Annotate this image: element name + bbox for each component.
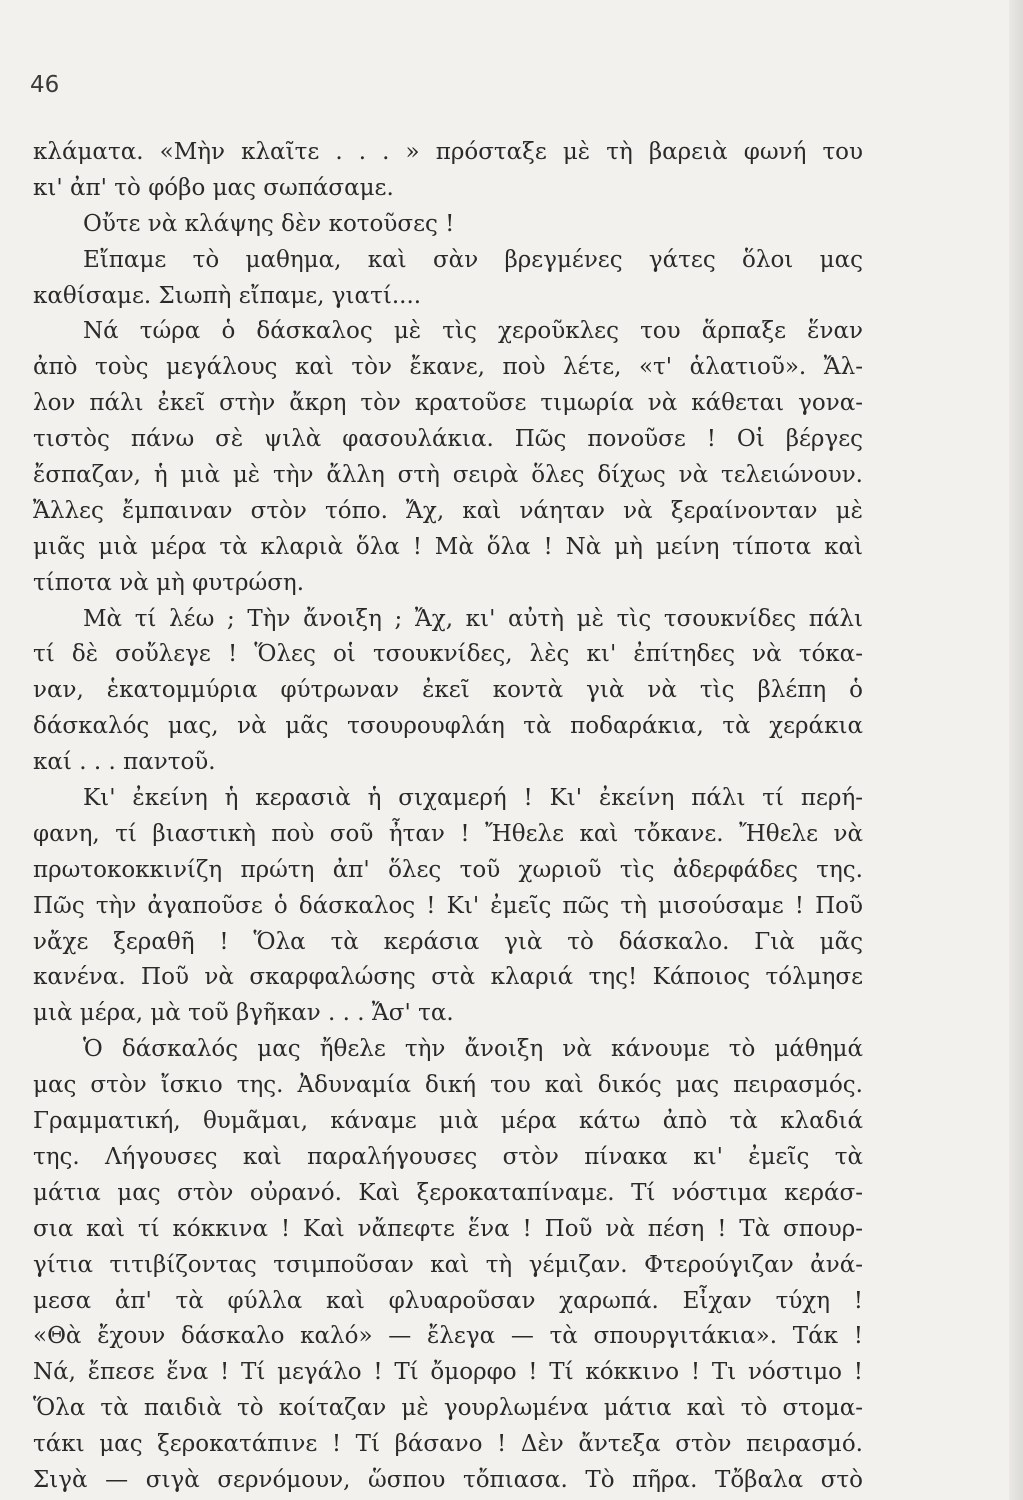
text-line: ναν, ἑκατομμύρια φύτρωναν ἐκεῖ κοντὰ γιὰ νὰ τὶς βλέπη ὁ	[33, 677, 863, 704]
text-line: Γραμματική, θυμᾶμαι, κάναμε μιὰ μέρα κάτω ἀπὸ τὰ κλαδιά	[33, 1108, 863, 1135]
text-line: κι' ἀπ' τὸ φόβο μας σωπάσαμε.	[33, 174, 394, 201]
text-line: μάτια μας στὸν οὐρανό. Καὶ ξεροκαταπίναμε. Τί νόστιμα κεράσ-	[33, 1179, 863, 1206]
text-line: Εἴπαμε τὸ μαθημα, καὶ σὰν βρεγμένες γάτες ὅλοι μας	[83, 246, 863, 273]
text-line: ἀπὸ τοὺς μεγάλους καὶ τὸν ἔκανε, ποὺ λέτε, «τ' ἁλατιοῦ». Ἄλ-	[33, 354, 863, 381]
text-line: Κι' ἐκείνη ἡ κερασιὰ ἡ σιχαμερή ! Κι' ἐκείνη πάλι τί περή-	[83, 785, 863, 812]
text-line: μεσα ἀπ' τὰ φύλλα καὶ φλυαροῦσαν χαρωπά. Εἶχαν τύχη !	[33, 1287, 863, 1314]
text-line: Σιγὰ — σιγὰ σερνόμουν, ὥσπου τὄπιασα. Τὸ πῆρα. Τὄβαλα στὸ	[33, 1466, 863, 1493]
text-line: σια καὶ τί κόκκινα ! Καὶ νἄπεφτε ἕνα ! Ποῦ νὰ πέση ! Τὰ σπουρ-	[33, 1215, 863, 1242]
text-line: Νά τώρα ὁ δάσκαλος μὲ τὶς χεροῦκλες του ἅρπαξε ἕναν	[83, 318, 863, 345]
text-line: Μὰ τί λέω ; Τὴν ἄνοιξη ; Ἄχ, κι' αὐτὴ μὲ τὶς τσουκνίδες πάλι	[83, 605, 863, 632]
text-line: Νά, ἔπεσε ἕνα ! Τί μεγάλο ! Τί ὄμορφο ! Τί κόκκινο ! Τι νόστιμο !	[33, 1359, 863, 1386]
text-line: φανη, τί βιαστικὴ ποὺ σοῦ ἦταν ! Ἤθελε καὶ τὄκανε. Ἤθελε νὰ	[33, 820, 863, 847]
text-line: γίτια τιτιβίζοντας τσιμποῦσαν καὶ τὴ γέμιζαν. Φτερούγιζαν ἀνά-	[33, 1251, 863, 1278]
text-line: Οὔτε νὰ κλάψης δὲν κοτοῦσες !	[83, 210, 455, 237]
text-line: «Θὰ ἔχουν δάσκαλο καλό» — ἔλεγα — τὰ σπουργιτάκια». Τάκ !	[33, 1323, 863, 1350]
page-number: 46	[30, 72, 60, 98]
text-line: Ἄλλες ἔμπαιναν στὸν τόπο. Ἄχ, καὶ νάηταν νὰ ξεραίνονταν μὲ	[33, 497, 863, 524]
text-line: μιᾶς μιὰ μέρα τὰ κλαριὰ ὅλα ! Μὰ ὅλα ! Νὰ μὴ μείνη τίποτα καὶ	[33, 533, 863, 560]
page-edge-shadow	[1009, 0, 1023, 1500]
body-text	[33, 135, 863, 1499]
text-line: ἔσπαζαν, ἡ μιὰ μὲ τὴν ἄλλη στὴ σειρὰ ὅλες δίχως νὰ τελειώνουν.	[33, 462, 863, 489]
text-line: καθίσαμε. Σιωπὴ εἴπαμε, γιατί....	[33, 282, 422, 309]
text-line: Ὁ δάσκαλός μας ἤθελε τὴν ἄνοιξη νὰ κάνουμε τὸ μάθημά	[83, 1036, 863, 1063]
text-line: πρωτοκοκκινίζη πρώτη ἀπ' ὅλες τοῦ χωριοῦ τὶς ἀδερφάδες της.	[33, 856, 863, 883]
text-line: Ὅλα τὰ παιδιὰ τὸ κοίταζαν μὲ γουρλωμένα μάτια καὶ τὸ στομα-	[33, 1395, 863, 1422]
text-line: μιὰ μέρα, μὰ τοῦ βγῆκαν . . . Ἄσ' τα.	[33, 1000, 454, 1027]
text-line: λον πάλι ἐκεῖ στὴν ἄκρη τὸν κρατοῦσε τιμωρία νὰ κάθεται γονα-	[33, 390, 863, 417]
text-line: μας στὸν ἴσκιο της. Ἀδυναμία δική του καὶ δικός μας πειρασμός.	[33, 1072, 863, 1099]
text-line: της. Λήγουσες καὶ παραλήγουσες στὸν πίνακα κι' ἐμεῖς τὰ	[33, 1143, 863, 1170]
text-line: τάκι μας ξεροκατάπινε ! Τί βάσανο ! Δὲν ἄντεξα στὸν πειρασμό.	[33, 1431, 863, 1458]
text-line: κλάματα. «Μὴν κλαῖτε . . . » πρόσταξε μὲ τὴ βαρειὰ φωνή του	[33, 139, 863, 165]
text-line: καί . . . παντοῦ.	[33, 749, 216, 776]
text-line: κανένα. Ποῦ νὰ σκαρφαλώσης στὰ κλαριά της! Κάποιος τόλμησε	[33, 964, 863, 991]
text-line: νἄχε ξεραθῆ ! Ὅλα τὰ κεράσια γιὰ τὸ δάσκαλο. Γιὰ μᾶς	[33, 928, 863, 955]
text-line: τίποτα νὰ μὴ φυτρώση.	[33, 569, 305, 596]
text-line: δάσκαλός μας, νὰ μᾶς τσουρουφλάη τὰ ποδαράκια, τὰ χεράκια	[33, 713, 863, 740]
text-line: τιστὸς πάνω σὲ ψιλὰ φασουλάκια. Πῶς πονοῦσε ! Οἱ βέργες	[33, 426, 863, 453]
text-line: Πῶς τὴν ἀγαποῦσε ὁ δάσκαλος ! Κι' ἐμεῖς πῶς τὴ μισούσαμε ! Ποῦ	[33, 892, 863, 919]
text-line: τί δὲ σοὔλεγε ! Ὅλες οἱ τσουκνίδες, λὲς κι' ἐπίτηδες νὰ τόκα-	[33, 641, 863, 668]
